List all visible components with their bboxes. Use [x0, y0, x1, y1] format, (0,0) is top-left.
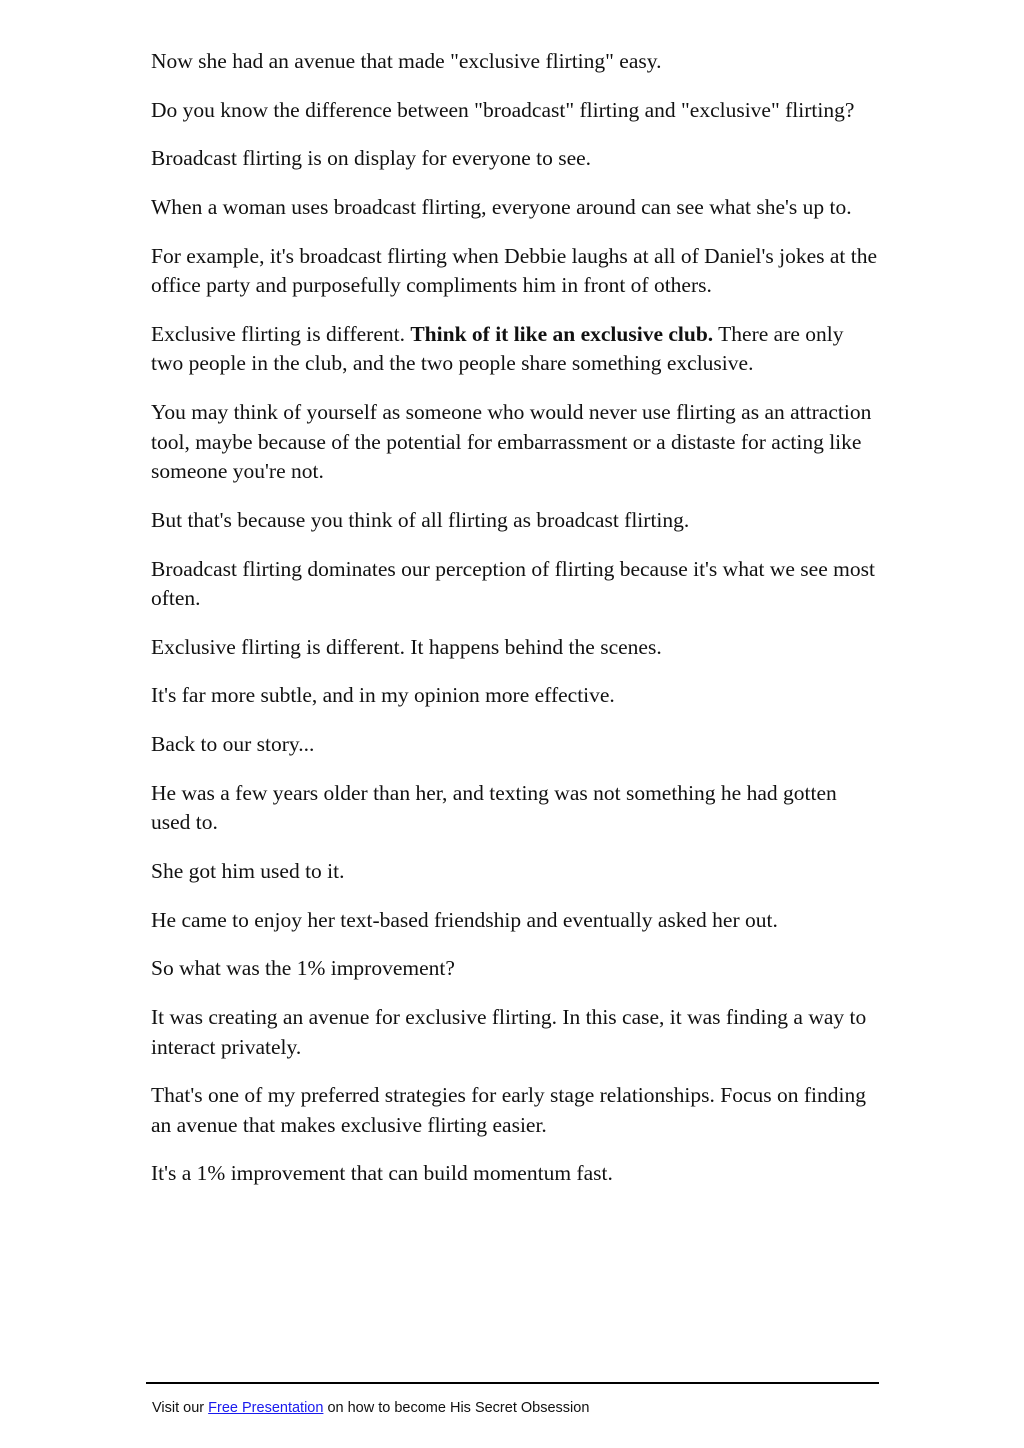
paragraph-18: That's one of my preferred strategies for early stage relationships. Focus on finding an avenue that makes exclusive flirting easier.	[151, 1083, 866, 1137]
paragraph-5: For example, it's broadcast flirting when Debbie laughs at all of Daniel's jokes at the office party and purposefully compliments him in front of others.	[151, 243, 878, 298]
paragraph-6	[151, 320, 881, 379]
paragraph-6-rest: There are only two people in the club, and the two people share something exclusive.	[151, 321, 844, 376]
footer-suffix: on how to become His Secret Obsession	[323, 1400, 590, 1416]
paragraph-17: It was creating an avenue for exclusive flirting. In this case, it was finding a way to interact privately.	[151, 1005, 867, 1059]
paragraph-6-lead: Exclusive flirting is different.	[151, 321, 411, 346]
paragraph-7: You may think of yourself as someone who would never use flirting as an attraction tool, maybe because of the potential for embarrassment or a distaste for acting like someone you're not.	[151, 400, 872, 484]
paragraph-19: It's a 1% improvement that can build momentum fast.	[151, 1161, 613, 1186]
paragraph-6-emphasis: Think of it like an exclusive club.	[410, 321, 714, 346]
paragraph-4: When a woman uses broadcast flirting, everyone around can see what she's up to.	[151, 195, 852, 220]
paragraph-9: Broadcast flirting dominates our perception of flirting because it's what we see most often.	[151, 556, 875, 610]
paragraph-15: He came to enjoy her text-based friendship and eventually asked her out.	[151, 907, 778, 932]
paragraph-11: It's far more subtle, and in my opinion more effective.	[151, 683, 615, 708]
paragraph-2: Do you know the difference between "broadcast" flirting and "exclusive" flirting?	[151, 97, 855, 122]
document-body	[151, 47, 881, 1208]
paragraph-3: Broadcast flirting is on display for everyone to see.	[151, 146, 592, 171]
paragraph-1: Now she had an avenue that made "exclusive flirting" easy.	[151, 49, 662, 73]
free-presentation-link[interactable]: Free Presentation	[208, 1400, 324, 1416]
paragraph-10: Exclusive flirting is different. It happens behind the scenes.	[151, 634, 662, 659]
paragraph-8: But that's because you think of all flirting as broadcast flirting.	[151, 507, 690, 532]
footer	[152, 1399, 589, 1417]
paragraph-12: Back to our story...	[151, 732, 315, 757]
paragraph-13: He was a few years older than her, and texting was not something he had gotten used to.	[151, 780, 837, 835]
footer-divider	[146, 1382, 879, 1384]
paragraph-16: So what was the 1% improvement?	[151, 956, 455, 981]
paragraph-14: She got him used to it.	[151, 858, 345, 883]
footer-prefix: Visit our	[152, 1400, 209, 1416]
